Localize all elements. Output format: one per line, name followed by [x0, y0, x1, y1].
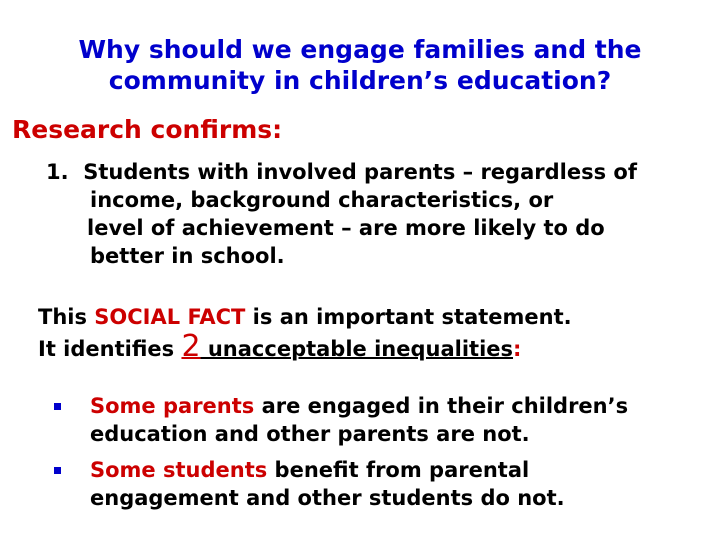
point-number: 1. — [46, 160, 69, 184]
inequalities-phrase: unacceptable inequalities — [200, 337, 514, 361]
bullet-2-highlight: Some students — [90, 458, 268, 482]
title-line-1: Why should we engage families and the — [78, 35, 642, 64]
square-bullet-icon — [54, 467, 61, 474]
title-line-2: community in children’s education? — [108, 66, 612, 95]
point-line-4: better in school. — [90, 244, 285, 268]
fact-post: is an important statement. — [245, 305, 572, 329]
square-bullet-icon — [54, 403, 61, 410]
fact-line-2 — [38, 329, 718, 364]
point-line-2: income, background characteristics, or — [90, 188, 554, 212]
bullet-1-rest: are engaged in their children’s — [254, 394, 629, 418]
numbered-point-1 — [46, 158, 716, 270]
bullet-2-line-2: engagement and other students do not. — [90, 486, 565, 510]
point-line-1 — [46, 158, 716, 186]
slide-title — [0, 34, 720, 96]
subtitle: Research confirms: — [12, 115, 283, 144]
bullet-1-line-1 — [90, 392, 710, 420]
bullet-text — [90, 456, 710, 512]
bullet-2-line-1 — [90, 456, 710, 484]
social-fact-statement — [38, 302, 718, 364]
inequality-count: 2 — [181, 329, 201, 364]
bullet-text — [90, 392, 710, 448]
fact-line-1 — [38, 302, 718, 332]
social-fact-highlight: SOCIAL FACT — [94, 305, 246, 329]
fact-line2-pre: It identifies — [38, 337, 182, 361]
bullet-1-line-2: education and other parents are not. — [90, 422, 530, 446]
bullet-2-rest: benefit from parental — [267, 458, 530, 482]
fact-colon: : — [513, 337, 522, 361]
fact-pre: This — [38, 305, 95, 329]
bullet-1-highlight: Some parents — [90, 394, 255, 418]
point-line-3: level of achievement – are more likely to do — [87, 216, 605, 240]
point-text-1: Students with involved parents – regardless of — [83, 160, 637, 184]
